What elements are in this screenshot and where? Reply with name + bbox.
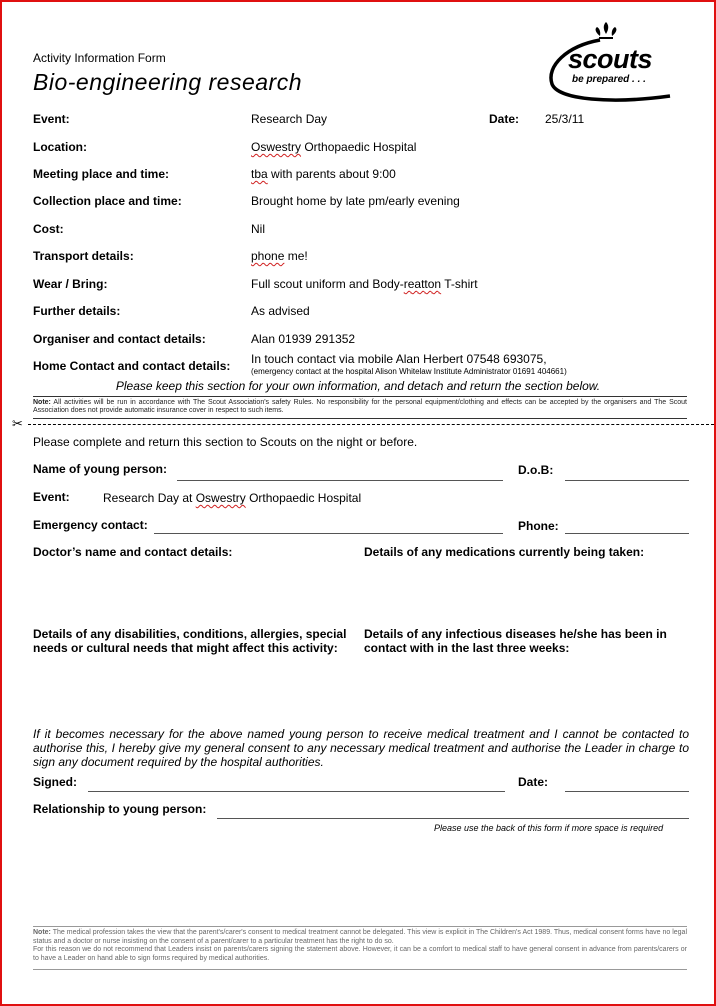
scouts-logo xyxy=(542,22,702,106)
relationship-field[interactable] xyxy=(217,818,689,819)
cut-line xyxy=(28,424,714,425)
home-contact-emergency: (emergency contact at the hospital Alison Whitelaw Institute Administrator 01691 404661) xyxy=(251,367,567,376)
meeting-value-part1: tba xyxy=(251,167,268,181)
scouts-logo-tagline: be prepared . . . xyxy=(572,74,646,85)
organiser-value: Alan 01939 291352 xyxy=(251,332,356,346)
relationship-label: Relationship to young person: xyxy=(33,802,207,816)
collection-value: Brought home by late pm/early evening xyxy=(251,194,460,208)
return-intro: Please complete and return this section to Scouts on the night or before. xyxy=(33,435,418,449)
note-medical-label: Note: xyxy=(33,929,51,936)
form-label: Activity Information Form xyxy=(33,51,166,65)
phone-field[interactable] xyxy=(565,533,689,534)
young-person-name-field[interactable] xyxy=(177,480,503,481)
note-insurance-label: Note: xyxy=(33,399,51,406)
return-event-value-part2: Oswestry xyxy=(195,491,246,505)
young-person-name-label: Name of young person: xyxy=(33,462,168,476)
consent-statement: If it becomes necessary for the above named young person to receive medical treatment and I cannot be contacted to authorise this, I hereby give my general consent to any necessary medical treatment and authorise the Leader in charge to sign any document required by the hospital authorities. xyxy=(33,727,689,769)
meeting-value-part2: with parents about 9:00 xyxy=(267,167,396,181)
cost-label: Cost: xyxy=(33,222,64,236)
return-event-value xyxy=(103,491,361,505)
date-value: 25/3/11 xyxy=(545,112,585,126)
signed-date-label: Date: xyxy=(518,775,549,789)
divider-bottom-note xyxy=(33,926,687,927)
doctor-details-area[interactable] xyxy=(33,562,353,620)
meeting-value xyxy=(251,167,396,181)
scissors-icon: ✂ xyxy=(12,416,23,431)
phone-label: Phone: xyxy=(518,519,559,533)
cost-value: Nil xyxy=(251,222,265,236)
divider-top-note xyxy=(33,396,687,397)
return-event-label: Event: xyxy=(33,490,70,504)
home-contact-value: In touch contact via mobile Alan Herbert 07548 693075, xyxy=(251,352,547,366)
location-label: Location: xyxy=(33,140,87,154)
signed-label: Signed: xyxy=(33,775,77,789)
collection-label: Collection place and time: xyxy=(33,194,182,208)
location-value-part2: Orthopaedic Hospital xyxy=(301,140,417,154)
note-medical-text2: For this reason we do not recommend that Leaders insist on parents/carers signing the statement above. However, it can be a comfort to medical staff to have general consent in advance from parents/carers or to have a Leader on hand able to sign forms required by medical authorities. xyxy=(33,946,687,962)
event-label: Event: xyxy=(33,112,70,126)
meeting-label: Meeting place and time: xyxy=(33,167,170,181)
signature-field[interactable] xyxy=(88,791,505,792)
home-contact-label: Home Contact and contact details: xyxy=(33,359,231,373)
location-value-part1: Oswestry xyxy=(251,140,302,154)
transport-label: Transport details: xyxy=(33,249,134,263)
doctor-label: Doctor’s name and contact details: xyxy=(33,545,233,559)
medications-label: Details of any medications currently being taken: xyxy=(364,545,645,559)
emergency-contact-field[interactable] xyxy=(154,533,503,534)
return-event-value-part3: Orthopaedic Hospital xyxy=(245,491,362,505)
wear-value xyxy=(251,277,478,291)
location-value xyxy=(251,140,416,154)
event-value: Research Day xyxy=(251,112,328,126)
note-medical-text1: The medical profession takes the view that the parent's/carer's consent to medical treatment cannot be delegated. This view is explicit in The Children's Act 1989. Thus, medical consent forms have no legal status and a doctor or nurse insisting on the consent of a parent/carer to a particular treatment has the right to do so. xyxy=(33,929,687,945)
dob-label: D.o.B: xyxy=(518,463,554,477)
infectious-diseases-label: Details of any infectious diseases he/she has been in contact with in the last three weeks: xyxy=(364,627,667,655)
note-insurance-text: All activities will be run in accordance with The Scout Association's safety Rules. No responsibility for the personal equipment/clothing and effects can be accepted by the organisers and The Scout Association does not provide automatic insurance cover in respect to such items. xyxy=(33,399,687,414)
further-value: As advised xyxy=(251,304,310,318)
wear-label: Wear / Bring: xyxy=(33,277,108,291)
keep-section-note: Please keep this section for your own information, and detach and return the section below. xyxy=(115,379,601,393)
scouts-logo-word: scouts xyxy=(568,44,653,74)
infectious-diseases-area[interactable] xyxy=(364,660,689,720)
return-event-value-part1: Research Day at xyxy=(103,491,196,505)
medications-area[interactable] xyxy=(364,562,689,620)
emergency-contact-label: Emergency contact: xyxy=(33,518,148,532)
transport-value-part1: phone xyxy=(251,249,285,263)
signed-date-field[interactable] xyxy=(565,791,689,792)
wear-value-part3: T-shirt xyxy=(441,277,478,291)
date-label: Date: xyxy=(489,112,520,126)
transport-value xyxy=(251,249,308,263)
disabilities-label: Details of any disabilities, conditions, allergies, special needs or cultural needs that might affect this activity: xyxy=(33,627,347,655)
divider-bottom-note-end xyxy=(33,969,687,970)
note-insurance xyxy=(33,399,687,415)
transport-value-part2: me! xyxy=(284,249,308,263)
further-label: Further details: xyxy=(33,304,121,318)
note-medical-consent xyxy=(33,929,687,963)
back-of-form-note: Please use the back of this form if more space is required xyxy=(434,823,664,833)
wear-value-part1: Full scout uniform and Body- xyxy=(251,277,404,291)
disabilities-area[interactable] xyxy=(33,660,353,720)
page-title: Bio-engineering research xyxy=(33,69,302,95)
dob-field[interactable] xyxy=(565,480,689,481)
organiser-label: Organiser and contact details: xyxy=(33,332,206,346)
divider-top-note-bottom xyxy=(33,418,687,419)
wear-value-part2: reatton xyxy=(403,277,442,291)
